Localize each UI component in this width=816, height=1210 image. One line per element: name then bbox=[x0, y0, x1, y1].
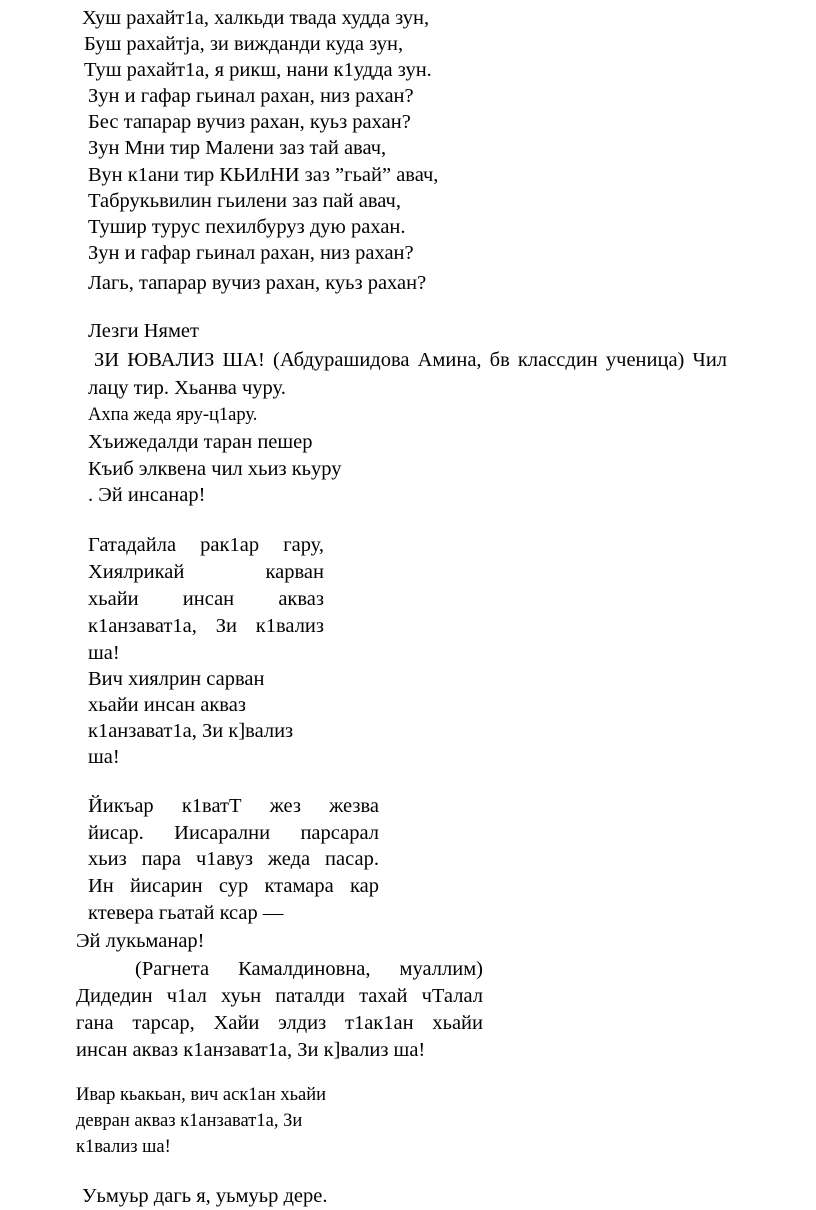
poem-2-line: Хъижедалди таран пешер bbox=[88, 431, 313, 453]
poem-2-line: Къиб элквена чил хьиз кьуру bbox=[88, 458, 342, 480]
author-name: Лезги Нямет bbox=[88, 320, 199, 342]
stanza-line: (Рагнета Камалдиновна, муаллим) bbox=[135, 958, 483, 980]
stanza-line: девран акваз к1анзават1а, Зи bbox=[76, 1111, 303, 1131]
stanza-line: Гатадайла рак1ар гару, bbox=[88, 534, 324, 556]
poem-2-title-line: ЗИ ЮВАЛИЗ ША! (Абдурашидова Амина, бв классдин ученица) Чил bbox=[94, 349, 728, 371]
stanza-line: инсан акваз к1анзават1а, Зи к]вализ ша! bbox=[76, 1039, 426, 1061]
poem-1-line: Табрукьвилин гьилени заз пай авач, bbox=[88, 190, 401, 212]
stanza-line: Дидедин ч1ал хуьн паталди тахай чТалал bbox=[76, 985, 483, 1007]
stanza-line: хьиз пара ч1авуз жеда пасар. bbox=[88, 848, 379, 870]
stanza-line: гана тарсар, Хайи элдиз т1ак1ан хьайи bbox=[76, 1012, 483, 1034]
poem-1-line: Зун Мни тир Малени заз тай авач, bbox=[88, 137, 387, 159]
closing-line: Уьмуьр дагь я, уьмуьр дере. bbox=[82, 1185, 328, 1207]
stanza-line: Ивар кьакьан, вич аск1ан хьайи bbox=[76, 1085, 327, 1105]
stanza-line: к1вализ ша! bbox=[76, 1137, 171, 1157]
poem-1-line: Буш рахайтја, зи вижданди куда зун, bbox=[84, 33, 404, 55]
stanza-line: Эй лукьманар! bbox=[76, 930, 205, 952]
poem-1-line: Зун и гафар гьинал рахан, низ рахан? bbox=[88, 85, 414, 107]
stanza-line: Хиялрикай карван bbox=[88, 561, 324, 583]
poem-2-line: . Эй инсанар! bbox=[88, 484, 206, 506]
poem-1-line: Зун и гафар гьинал рахан, низ рахан? bbox=[88, 242, 414, 264]
stanza-line: ша! bbox=[88, 746, 120, 768]
stanza-line: Вич хиялрин сарван bbox=[88, 668, 265, 690]
poem-1-line: Туш рахайт1а, я рикш, нани к1удда зун. bbox=[84, 59, 432, 81]
poem-1-line: Бес тапарар вучиз рахан, куьз рахан? bbox=[88, 111, 411, 133]
stanza-line: Ин йисарин сур ктамара кар bbox=[88, 875, 379, 897]
poem-1-line: Вун к1ани тир КЬИлНИ заз ”гьай” авач, bbox=[88, 164, 439, 186]
poem-2-line: Ахпа жеда яру-ц1ару. bbox=[88, 405, 258, 425]
stanza-line: ша! bbox=[88, 642, 120, 664]
stanza-line: хьайи инсан акваз bbox=[88, 588, 324, 610]
poem-1-line: Лагь, тапарар вучиз рахан, куьз рахан? bbox=[88, 272, 427, 294]
stanza-line: йисар. Иисарални парсарал bbox=[88, 822, 379, 844]
stanza-line: ктевера гьатай ксар — bbox=[88, 902, 284, 924]
stanza-line: Йикъар к1ватТ жез жезва bbox=[88, 795, 379, 817]
stanza-line: хьайи инсан акваз bbox=[88, 694, 246, 716]
poem-2-title-line: лацу тир. Хьанва чуру. bbox=[88, 377, 286, 399]
stanza-line: к1анзават1а, Зи к1вализ bbox=[88, 615, 324, 637]
poem-1-line: Тушир турус пехилбуруз дую рахан. bbox=[88, 216, 406, 238]
poem-1-line: Хуш рахайт1а, халкьди твада худда зун, bbox=[82, 7, 430, 29]
stanza-line: к1анзават1а, Зи к]вализ bbox=[88, 720, 294, 742]
